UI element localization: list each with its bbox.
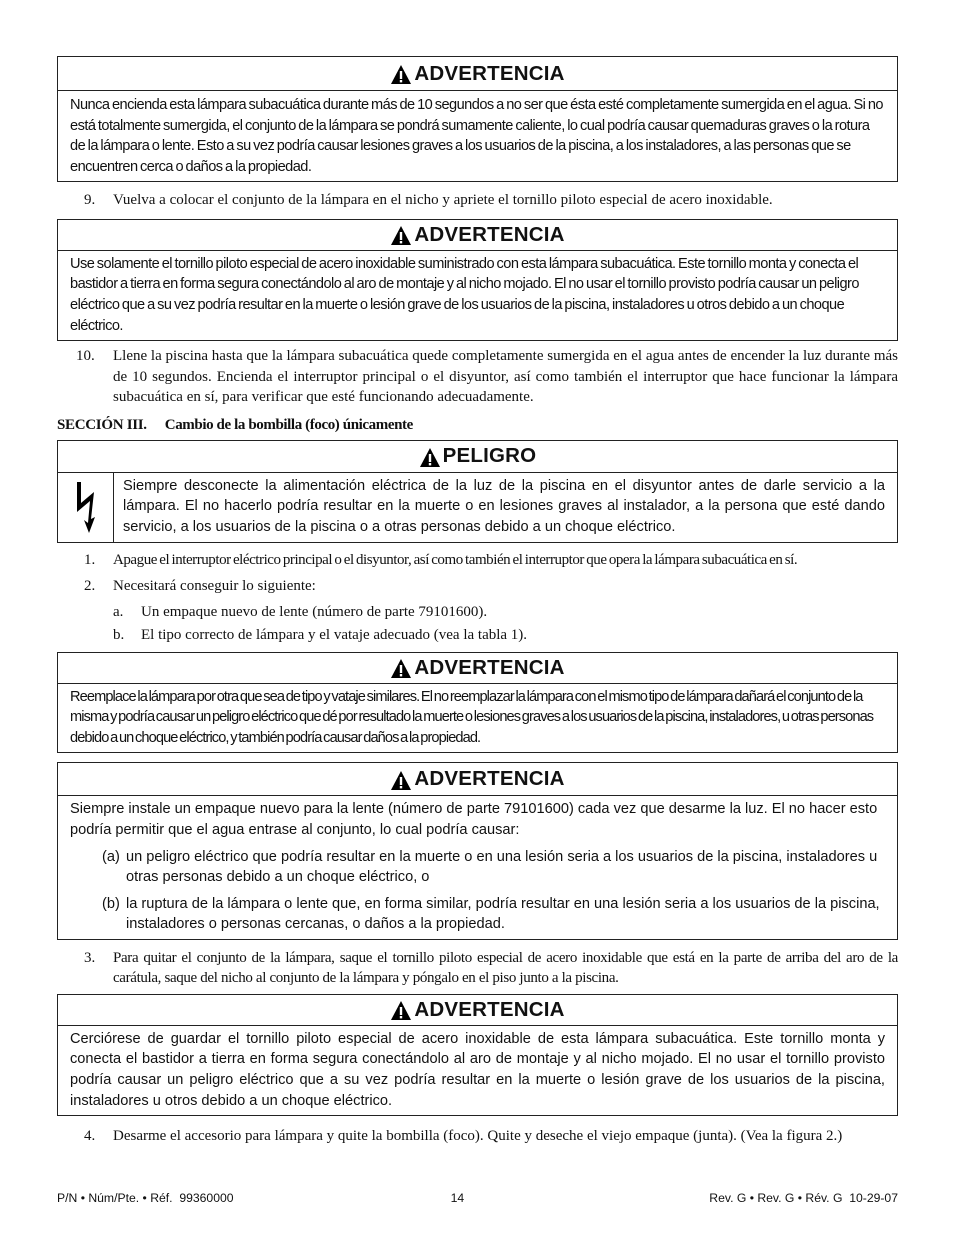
footer-part-number: P/N • Núm/Pte. • Réf. 99360000 — [57, 1191, 234, 1205]
section-number: SECCIÓN III. — [57, 416, 147, 433]
warning-text: Reemplace la lámpara por otra que sea de tipo y vataje similares. El no reemplazar la lámpara con el mismo tipo de lámpara dañará el conjunto de la misma y podría causar un peligro eléctrico que dé por resultado la muerte o lesiones graves a los usuarios de la piscina, instaladores, u otras personas debido a un choque eléctrico, y también podría causar daños a la propiedad. — [70, 688, 874, 746]
step-2b — [113, 625, 898, 646]
electric-shock-icon-cell — [58, 473, 114, 542]
danger-body — [58, 473, 897, 542]
step-4 — [57, 1126, 898, 1147]
warning-text: Cerciórese de guardar el tornillo piloto especial de acero inoxidable de esta lámpara subacuática. Este tornillo monta y conecta el bastidor a tierra en forma segura conectándolo al aro de montaje y al nicho mojado. El no usar el tornillo provisto podría causar un peligro eléctrico que a su vez podría resultar en la muerte o lesión grave de los usuarios de la piscina, instaladores u otros debido a un choque eléctrico. — [70, 1030, 885, 1109]
warning-box-4 — [57, 762, 898, 940]
step-text: Necesitará conseguir lo siguiente: — [113, 578, 316, 595]
item-label: (a) — [102, 848, 120, 865]
footer-revision: Rev. G • Rev. G • Rév. G 10-29-07 — [709, 1191, 898, 1205]
warning-text: Siempre instale un empaque nuevo para la lente (número de parte 79101600) cada vez que desarme la luz. El no hacer esto podría permitir que el agua entrase al conjunto, lo cual podría causar: — [70, 801, 878, 838]
substep-label: b. — [113, 627, 125, 644]
warning-box-1 — [57, 56, 898, 182]
warning-text: Nunca encienda esta lámpara subacuática durante más de 10 segundos a no ser que ésta esté completamente sumergida en el agua. Si no está totalmente sumergida, el conjunto de la lámpara se pondrá sumamente caliente, lo cual podría causar quemaduras graves o la rotura de la lámpara o lente. Esto a su vez podría causar lesiones graves a los usuarios de la piscina, a los instaladores, a las personas que se encuentren cerca o daños a la propiedad. — [70, 97, 883, 175]
step-text: Desarme el accesorio para lámpara y quite la bombilla (foco). Quite y deseche el viejo empaque (junta). (Vea la figura 2.) — [113, 1128, 843, 1145]
step-number: 4. — [84, 1128, 96, 1145]
step-text: Apague el interruptor eléctrico principal o el disyuntor, así como también el interruptor que opera la lámpara subacuática en sí. — [113, 551, 798, 568]
step-number: 2. — [84, 578, 96, 595]
warning-triangle-icon — [390, 770, 412, 791]
warning-title: ADVERTENCIA — [414, 61, 565, 85]
warning-title: ADVERTENCIA — [414, 655, 565, 679]
step-1 — [57, 550, 898, 571]
lightning-bolt-icon — [71, 479, 101, 535]
step-2 — [57, 576, 898, 597]
step-3 — [57, 948, 898, 989]
warning-title-bar — [58, 763, 897, 796]
step-number: 10. — [76, 348, 95, 365]
warning-triangle-icon — [419, 447, 441, 468]
step-number: 1. — [84, 551, 96, 568]
warning-title: ADVERTENCIA — [414, 767, 565, 791]
warning-triangle-icon — [390, 64, 412, 85]
warning-title-bar — [58, 57, 897, 91]
warning-box-2 — [57, 219, 898, 341]
danger-text: Siempre desconecte la alimentación eléctrica de la luz de la piscina en el disyuntor antes de darle servicio a la lámpara. El no hacerlo podría resultar en la muerte o en lesiones graves al instalador, a la persona que esté dando servicio, a los usuarios de la piscina o a otras personas debido a un choque eléctrico. — [123, 477, 885, 535]
substep-label: a. — [113, 603, 124, 620]
warning-box-5 — [57, 994, 898, 1116]
item-label: (b) — [102, 895, 120, 912]
warning-item-a — [102, 847, 885, 888]
step-number: 9. — [84, 192, 96, 209]
step-number: 3. — [84, 949, 96, 966]
warning-title: ADVERTENCIA — [414, 997, 565, 1021]
step-10 — [57, 346, 898, 408]
warning-item-b — [102, 894, 885, 935]
warning-text: Use solamente el tornillo piloto especial de acero inoxidable suministrado con esta lámpara subacuática. Este tornillo monta y conecta el bastidor a tierra en forma segura conectándolo al aro de montaje y al nicho mojado. El no usar el tornillo provisto podría causar un peligro eléctrico que a su vez podría resultar en la muerte o lesión grave de los usuarios de la piscina, instaladores u otros debido a un choque eléctrico. — [70, 255, 859, 334]
step-text: Llene la piscina hasta que la lámpara subacuática quede completamente sumergida en el agua antes de encender la luz durante más de 10 segundos. Encienda el interruptor principal o el disyuntor, así como también el interruptor que hace funcionar la lámpara subacuática en sí, para verificar que esté funcionando adecuadamente. — [113, 348, 898, 406]
warning-triangle-icon — [390, 225, 412, 246]
danger-title-bar — [58, 441, 897, 473]
warning-title-bar — [58, 220, 897, 251]
danger-title: PELIGRO — [442, 444, 537, 468]
warning-body — [58, 796, 897, 939]
page-footer — [57, 1191, 898, 1205]
section-heading — [57, 415, 898, 435]
substep-text: Un empaque nuevo de lente (número de parte 79101600). — [141, 603, 488, 620]
step-2a — [113, 602, 898, 623]
warning-triangle-icon — [390, 1000, 412, 1021]
warning-title-bar — [58, 653, 897, 684]
warning-triangle-icon — [390, 658, 412, 679]
warning-box-3 — [57, 652, 898, 754]
manual-page — [57, 56, 898, 1147]
substep-text: El tipo correcto de lámpara y el vataje adecuado (vea la tabla 1). — [141, 627, 528, 644]
section-title: Cambio de la bombilla (foco) únicamente — [164, 416, 413, 433]
step-text: Vuelva a colocar el conjunto de la lámpara en el nicho y apriete el tornillo piloto especial de acero inoxidable. — [113, 192, 773, 209]
warning-title: ADVERTENCIA — [414, 222, 565, 246]
warning-title-bar — [58, 995, 897, 1026]
step-text: Para quitar el conjunto de la lámpara, saque el tornillo piloto especial de acero inoxidable que está en la parte de arriba del aro de la carátula, saque del nicho al conjunto de la lámpara y póngalo en el piso junto a la piscina. — [113, 949, 898, 987]
danger-box — [57, 440, 898, 543]
step-9 — [57, 190, 898, 211]
footer-page-number: 14 — [450, 1191, 465, 1205]
item-text: un peligro eléctrico que podría resultar en la muerte o en una lesión seria a los usuarios de la piscina, instaladores u otras personas debido a un choque eléctrico, o — [126, 848, 878, 886]
item-text: la ruptura de la lámpara o lente que, en forma similar, podría resultar en una lesión seria a los usuarios de la piscina, instaladores o personas cercanas, o daños a la propiedad. — [126, 895, 880, 933]
